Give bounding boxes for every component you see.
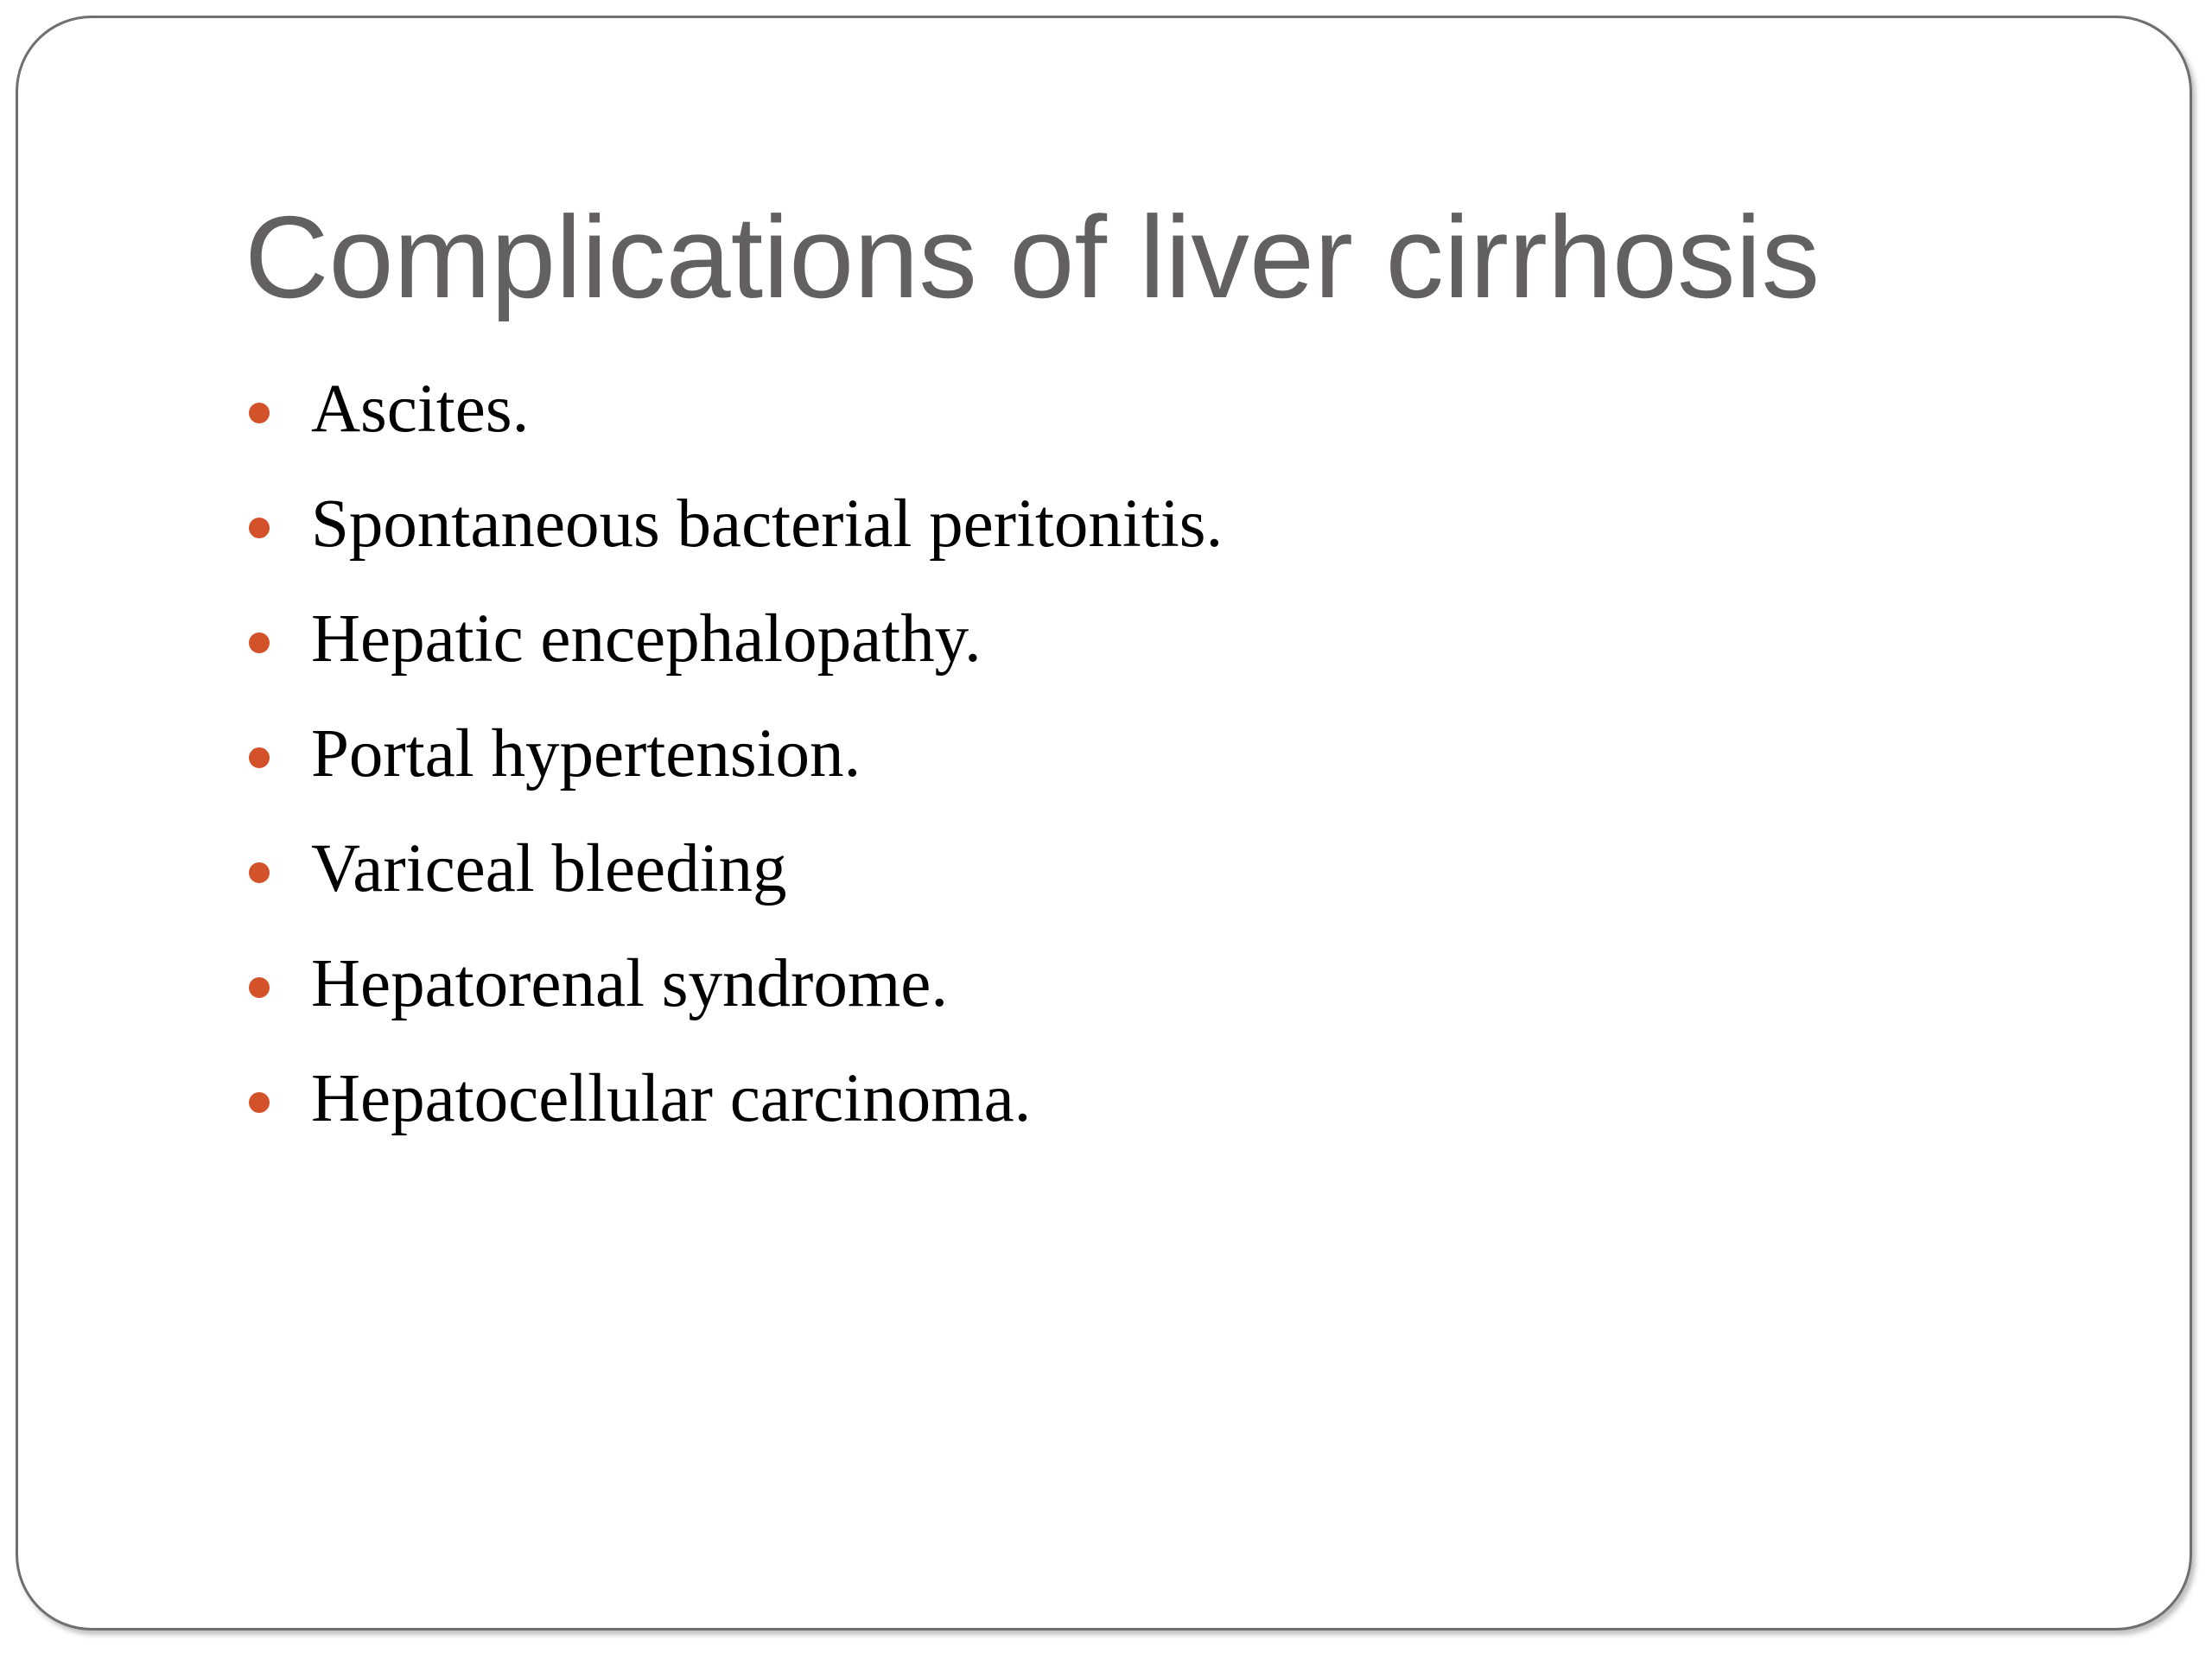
bullet-dot-icon (249, 977, 270, 998)
bullet-dot-icon (249, 632, 270, 653)
bullet-text: Portal hypertension. (311, 716, 861, 791)
bullet-text: Ascites. (311, 372, 530, 447)
bullet-text: Hepatocellular carcinoma. (311, 1061, 1032, 1136)
bullet-dot-icon (249, 403, 270, 423)
bullet-dot-icon (249, 1092, 270, 1113)
slide-title: Complications of liver cirrhosis (245, 192, 1821, 322)
bullet-text: Hepatic encephalopathy. (311, 601, 982, 677)
bullet-text: Spontaneous bacterial peritonitis. (311, 486, 1224, 562)
bullet-text: Hepatorenal syndrome. (311, 946, 949, 1021)
bullet-text: Variceal bleeding (311, 831, 787, 906)
bullet-dot-icon (249, 862, 270, 883)
bullet-dot-icon (249, 518, 270, 538)
bullet-dot-icon (249, 747, 270, 768)
